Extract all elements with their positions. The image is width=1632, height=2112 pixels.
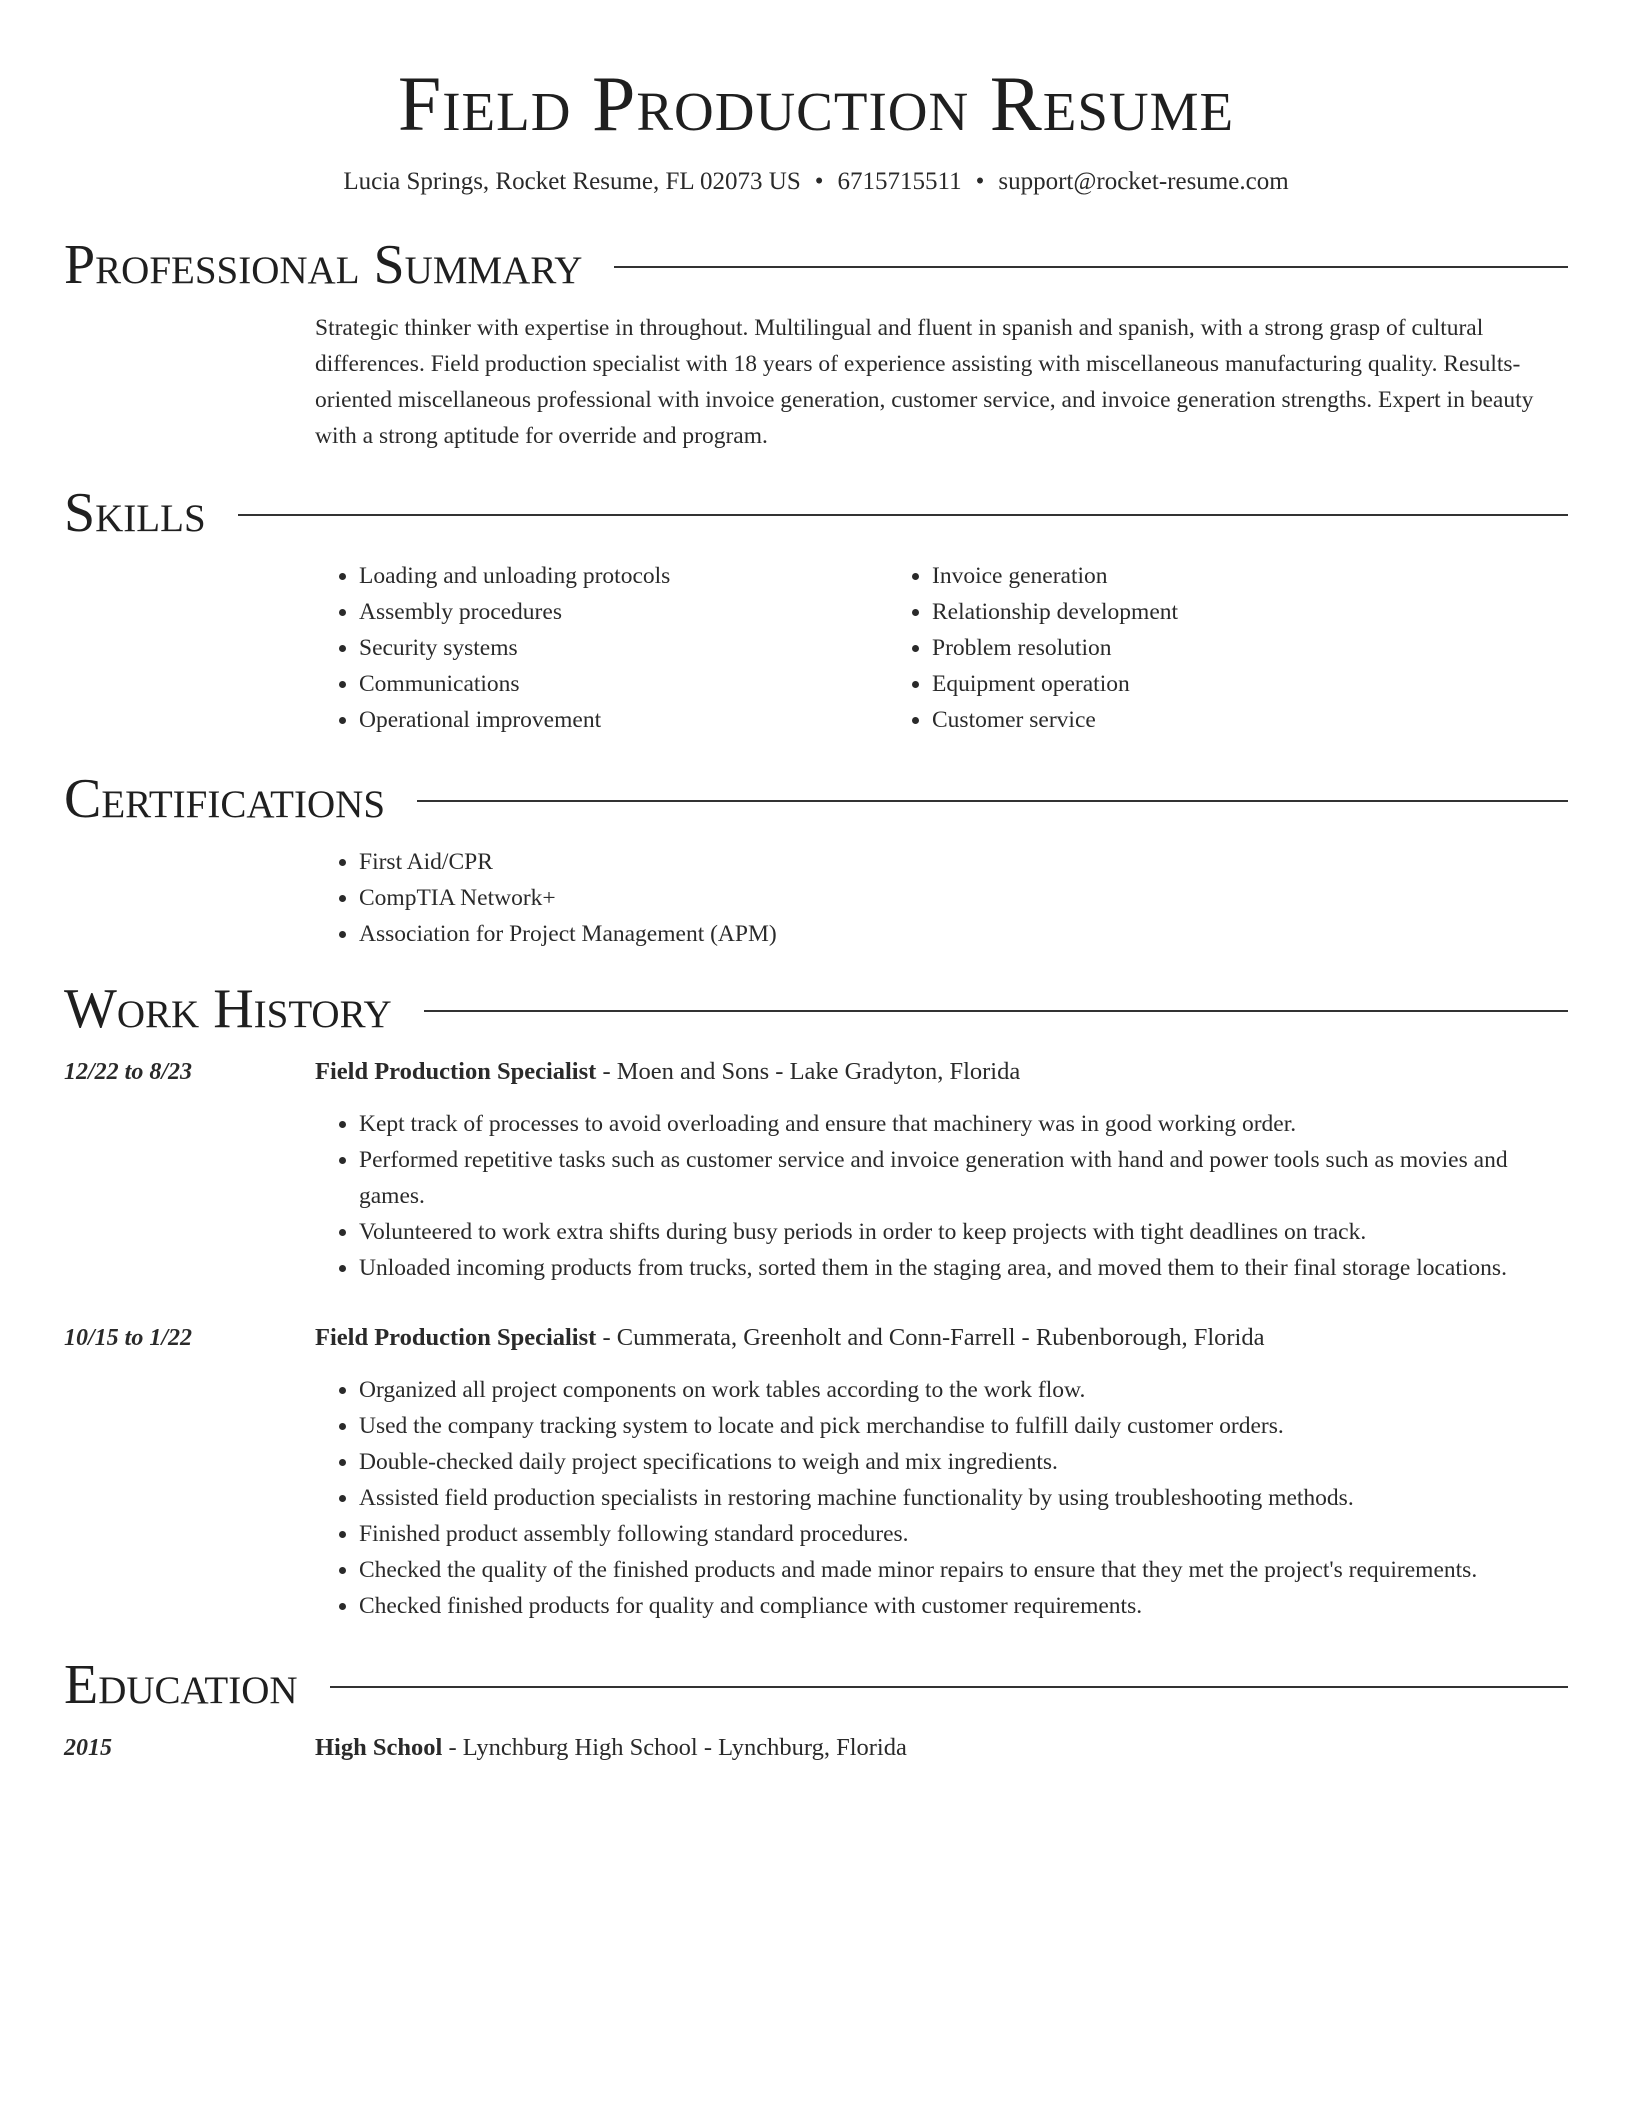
contact-separator: • <box>975 168 985 195</box>
summary-text: Strategic thinker with expertise in throughout. Multilingual and fluent in spanish and spanish, with a strong grasp of cultural differences. Field production specialist with 18 years of experience assisting with miscellaneous manufacturing quality. Results-oriented miscellaneous professional with invoice generation, customer service, and invoice generation strengths. Expert in beauty with a strong aptitude for override and program. <box>315 315 1534 449</box>
job-bullet: • Assisted field production specialists in restoring machine functionality by using troubleshooting methods. <box>359 1480 1568 1516</box>
job-bullet: • Used the company tracking system to locate and pick merchandise to fulfill daily customer orders. <box>359 1408 1568 1444</box>
section-divider <box>424 1010 1568 1012</box>
certification-item: • CompTIA Network+ <box>359 880 1568 916</box>
job-content <box>315 1106 1568 1286</box>
contact-separator: • <box>814 168 824 195</box>
education-header <box>315 1730 1568 1766</box>
section-divider <box>238 514 1568 516</box>
job-entry <box>64 1320 1568 1624</box>
job-details: - Moen and Sons - Lake Gradyton, Florida <box>596 1058 1021 1085</box>
job-bullet: • Kept track of processes to avoid overloading and ensure that machinery was in good working order. <box>359 1106 1568 1142</box>
certification-item: • First Aid/CPR <box>359 844 1568 880</box>
job-bullet: • Double-checked daily project specifications to weigh and mix ingredients. <box>359 1444 1568 1480</box>
skills-list-left <box>315 558 888 738</box>
summary-content <box>315 310 1568 454</box>
skill-item: • Relationship development <box>932 594 1461 630</box>
certifications-list <box>315 844 1568 952</box>
job-dates: 10/15 to 1/22 <box>64 1325 193 1351</box>
education-section-header <box>64 1654 1568 1716</box>
education-year: 2015 <box>64 1735 112 1761</box>
job-bullet: • Performed repetitive tasks such as customer service and invoice generation with hand and power tools such as movies and games. <box>359 1142 1568 1214</box>
skills-section-header <box>64 482 1568 544</box>
job-details: - Cummerata, Greenholt and Conn-Farrell - Rubenborough, Florida <box>596 1324 1265 1351</box>
job-bullets <box>315 1106 1568 1286</box>
job-bullet: • Checked the quality of the finished products and made minor repairs to ensure that they met the project's requirements. <box>359 1552 1568 1588</box>
skill-item: • Security systems <box>359 630 888 666</box>
job-bullet: • Volunteered to work extra shifts during busy periods in order to keep projects with tight deadlines on track. <box>359 1214 1568 1250</box>
contact-phone: 6715715511 <box>837 168 962 195</box>
job-header <box>315 1320 1568 1356</box>
certification-item: • Association for Project Management (APM) <box>359 916 1568 952</box>
work-heading: Work History <box>64 978 392 1040</box>
job-bullet: • Organized all project components on work tables according to the work flow. <box>359 1372 1568 1408</box>
education-details: - Lynchburg High School - Lynchburg, Florida <box>442 1734 907 1761</box>
job-bullet: • Finished product assembly following standard procedures. <box>359 1516 1568 1552</box>
skills-heading: Skills <box>64 482 206 544</box>
skill-item: • Loading and unloading protocols <box>359 558 888 594</box>
certifications-content <box>315 844 1568 952</box>
skills-list-right <box>888 558 1461 738</box>
section-divider <box>614 266 1568 268</box>
job-header <box>315 1054 1568 1090</box>
section-divider <box>417 800 1568 802</box>
job-title: Field Production Specialist <box>315 1058 597 1085</box>
section-divider <box>330 1686 1568 1688</box>
job-bullet: • Unloaded incoming products from trucks, sorted them in the staging area, and moved them to their final storage locations. <box>359 1250 1568 1286</box>
skill-item: • Communications <box>359 666 888 702</box>
job-entry <box>64 1054 1568 1286</box>
education-heading: Education <box>64 1654 298 1716</box>
education-entry <box>64 1730 1568 1766</box>
job-dates: 12/22 to 8/23 <box>64 1059 193 1085</box>
certifications-heading: Certifications <box>64 768 386 830</box>
summary-heading: Professional Summary <box>64 234 583 296</box>
skill-item: • Equipment operation <box>932 666 1461 702</box>
skills-content <box>315 558 1568 738</box>
skill-item: • Problem resolution <box>932 630 1461 666</box>
job-bullet: • Checked finished products for quality and compliance with customer requirements. <box>359 1588 1568 1624</box>
resume-title: Field Production Resume <box>397 60 1235 147</box>
work-section-header <box>64 978 1568 1040</box>
job-bullets <box>315 1372 1568 1624</box>
education-degree: High School <box>315 1734 443 1761</box>
job-title: Field Production Specialist <box>315 1324 597 1351</box>
skill-item: • Assembly procedures <box>359 594 888 630</box>
resume-page <box>64 0 1568 1766</box>
skills-grid <box>315 558 1568 738</box>
certifications-section-header <box>64 768 1568 830</box>
summary-section-header <box>64 234 1568 296</box>
contact-address: Lucia Springs, Rocket Resume, FL 02073 US <box>343 168 801 195</box>
skill-item: • Customer service <box>932 702 1461 738</box>
contact-email: support@rocket-resume.com <box>998 168 1289 195</box>
skill-item: • Operational improvement <box>359 702 888 738</box>
contact-line <box>64 166 1568 198</box>
skill-item: • Invoice generation <box>932 558 1461 594</box>
job-content <box>315 1372 1568 1624</box>
